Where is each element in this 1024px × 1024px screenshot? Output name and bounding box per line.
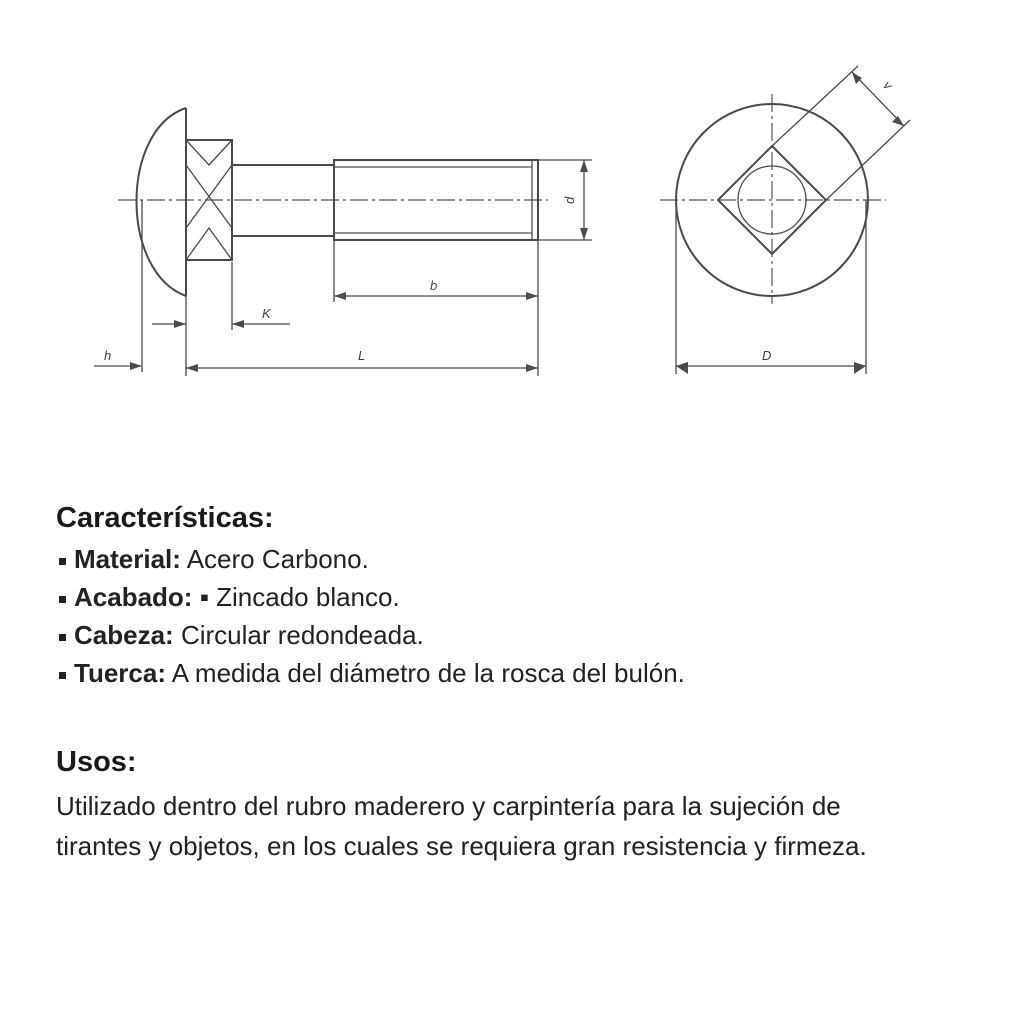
dim-label-b: b bbox=[430, 278, 438, 293]
feature-key: Cabeza: bbox=[74, 620, 174, 650]
caracteristicas-title: Características: bbox=[56, 502, 274, 534]
usos-description: Utilizado dentro del rubro maderero y carpintería para la sujeción de tirantes y objetos, en los cuales se requiera gran resistencia y firmeza. bbox=[56, 791, 867, 861]
list-item bbox=[56, 540, 685, 578]
bullet-icon bbox=[59, 596, 66, 603]
bullet-icon bbox=[59, 672, 66, 679]
list-item bbox=[56, 616, 685, 654]
dim-label-k: K bbox=[262, 306, 271, 321]
feature-key: Tuerca: bbox=[74, 658, 166, 688]
list-item bbox=[56, 578, 685, 616]
dim-label-v: v bbox=[880, 77, 896, 93]
feature-key: Material: bbox=[74, 544, 181, 574]
caracteristicas-list bbox=[56, 540, 685, 692]
usos-title: Usos: bbox=[56, 746, 137, 778]
dim-label-h: h bbox=[104, 348, 112, 363]
feature-value: ▪ Zincado blanco. bbox=[199, 582, 400, 612]
bullet-icon bbox=[59, 634, 66, 641]
feature-value: A medida del diámetro de la rosca del bulón. bbox=[171, 658, 685, 688]
feature-key: Acabado: bbox=[74, 582, 193, 612]
dim-label-d: d bbox=[562, 196, 577, 204]
list-item bbox=[56, 654, 685, 692]
feature-value: Acero Carbono. bbox=[186, 544, 369, 574]
dim-label-L: L bbox=[358, 348, 366, 363]
feature-value: Circular redondeada. bbox=[180, 620, 424, 650]
carriage-bolt-technical-drawing bbox=[0, 0, 1024, 420]
bullet-icon bbox=[59, 558, 66, 565]
dim-label-D: D bbox=[762, 348, 772, 363]
bolt-end-view bbox=[660, 66, 910, 374]
bolt-side-view bbox=[94, 108, 592, 376]
